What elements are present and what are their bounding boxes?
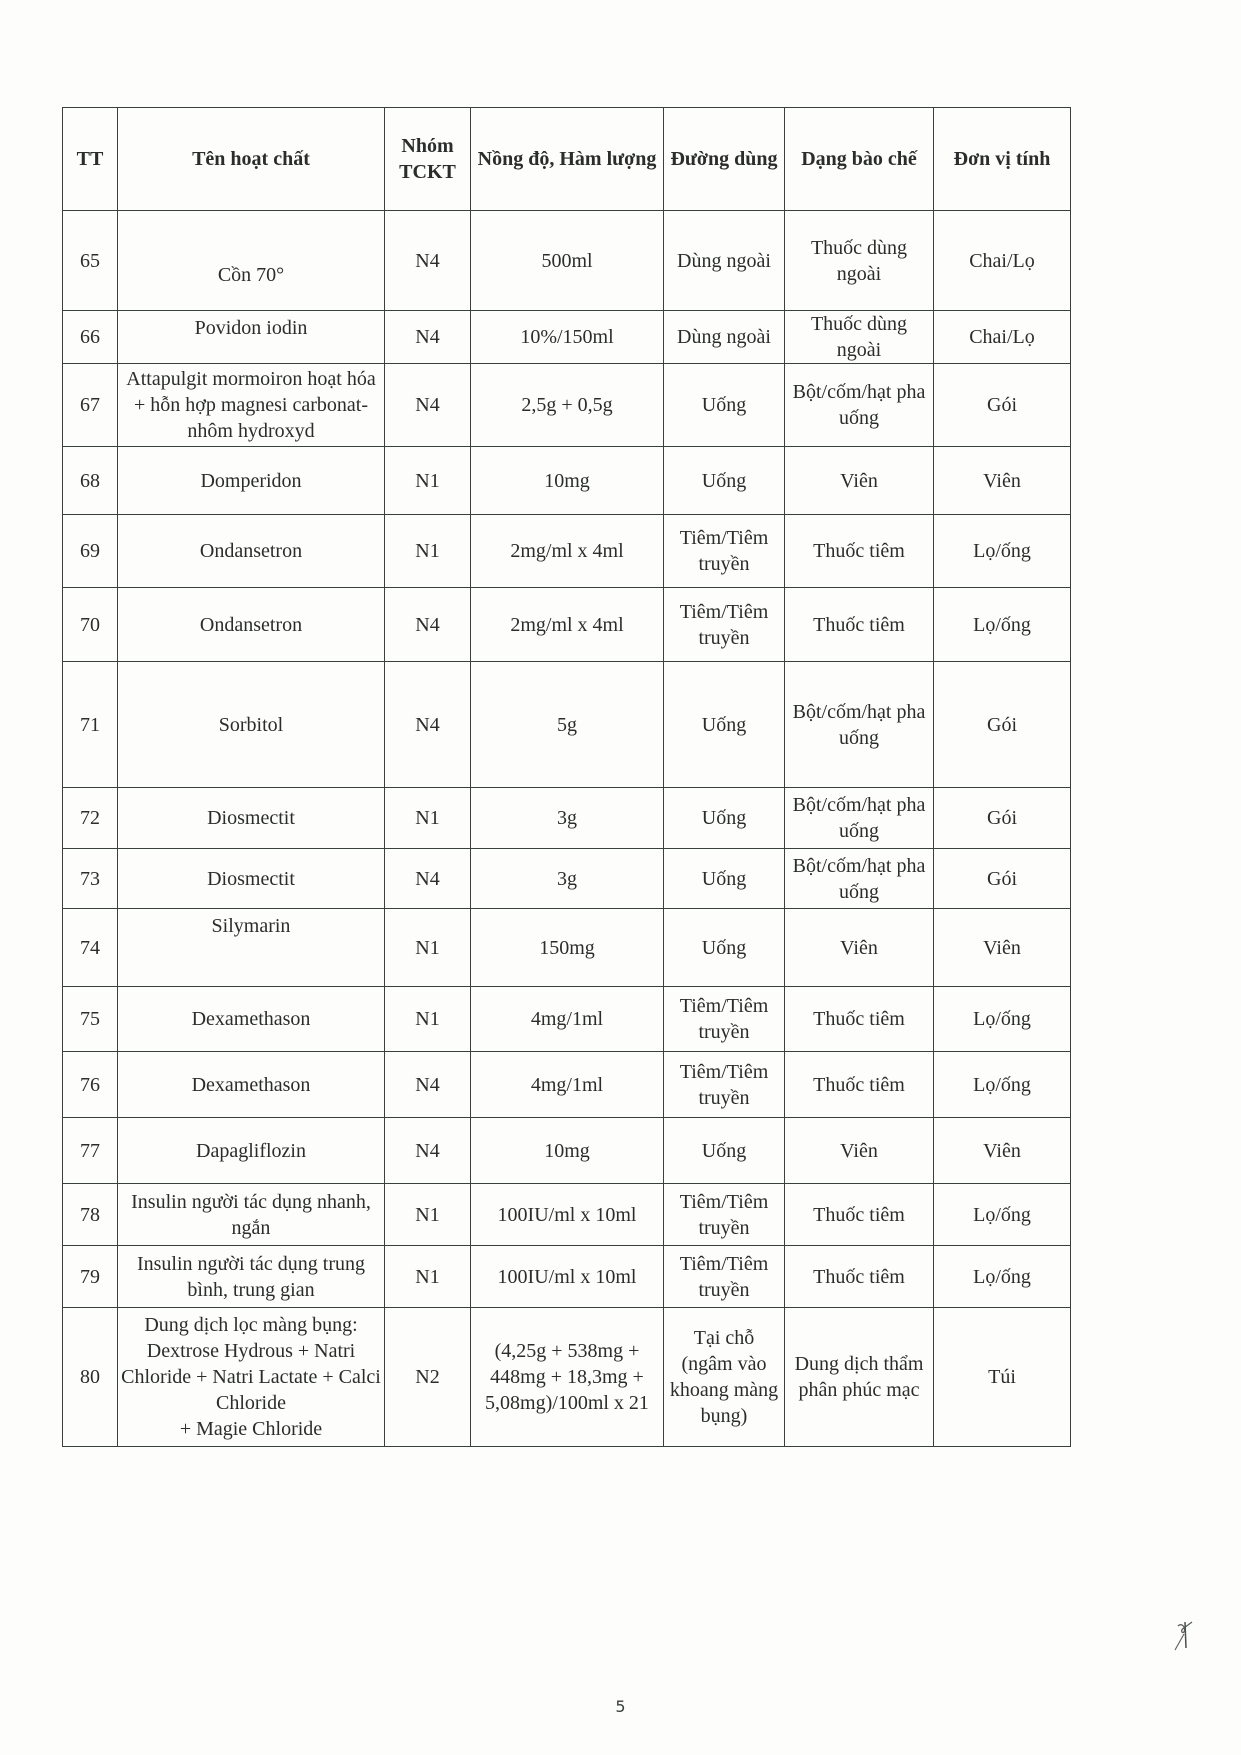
cell-strength: 5g	[471, 662, 664, 788]
cell-tckt-group: N4	[385, 311, 471, 364]
header-strength: Nồng độ, Hàm lượng	[471, 108, 664, 211]
cell-row-number: 74	[63, 909, 118, 987]
header-tckt-group: Nhóm TCKT	[385, 108, 471, 211]
cell-unit: Lọ/ống	[934, 1052, 1071, 1118]
cell-unit: Lọ/ống	[934, 1184, 1071, 1246]
cell-route: Tiêm/Tiêm truyền	[664, 987, 785, 1052]
cell-active-ingredient: Dung dịch lọc màng bụng: Dextrose Hydrous + Natri Chloride + Natri Lactate + Calci Chloride + Magie Chloride	[118, 1308, 385, 1447]
header-row	[63, 108, 1071, 211]
cell-route: Dùng ngoài	[664, 211, 785, 311]
table-row	[63, 1308, 1071, 1447]
cell-dosage-form: Thuốc tiêm	[785, 1246, 934, 1308]
table-row	[63, 364, 1071, 447]
cell-dosage-form: Bột/cốm/hạt pha uống	[785, 662, 934, 788]
cell-dosage-form: Thuốc dùng ngoài	[785, 311, 934, 364]
cell-tckt-group: N1	[385, 447, 471, 515]
cell-active-ingredient: Ondansetron	[118, 588, 385, 662]
table-row	[63, 788, 1071, 849]
cell-strength: 150mg	[471, 909, 664, 987]
table-row	[63, 1052, 1071, 1118]
cell-tckt-group: N2	[385, 1308, 471, 1447]
cell-dosage-form: Bột/cốm/hạt pha uống	[785, 788, 934, 849]
cell-active-ingredient: Povidon iodin	[118, 311, 385, 364]
cell-unit: Viên	[934, 1118, 1071, 1184]
table-row	[63, 909, 1071, 987]
cell-dosage-form: Thuốc tiêm	[785, 515, 934, 588]
cell-route: Dùng ngoài	[664, 311, 785, 364]
cell-active-ingredient: Diosmectit	[118, 788, 385, 849]
cell-tckt-group: N4	[385, 1052, 471, 1118]
cell-tckt-group: N4	[385, 211, 471, 311]
table-row	[63, 987, 1071, 1052]
cell-unit: Lọ/ống	[934, 1246, 1071, 1308]
cell-row-number: 77	[63, 1118, 118, 1184]
cell-strength: 4mg/1ml	[471, 1052, 664, 1118]
cell-row-number: 69	[63, 515, 118, 588]
cell-active-ingredient: Sorbitol	[118, 662, 385, 788]
cell-route: Tiêm/Tiêm truyền	[664, 588, 785, 662]
cell-unit: Viên	[934, 447, 1071, 515]
cell-tckt-group: N1	[385, 909, 471, 987]
cell-row-number: 65	[63, 211, 118, 311]
cell-route: Uống	[664, 1118, 785, 1184]
cell-row-number: 67	[63, 364, 118, 447]
cell-dosage-form: Thuốc tiêm	[785, 588, 934, 662]
cell-tckt-group: N4	[385, 849, 471, 909]
cell-route: Tiêm/Tiêm truyền	[664, 1052, 785, 1118]
table-row	[63, 211, 1071, 311]
cell-active-ingredient: Insulin người tác dụng nhanh, ngắn	[118, 1184, 385, 1246]
cell-tckt-group: N4	[385, 364, 471, 447]
cell-route: Uống	[664, 364, 785, 447]
cell-unit: Gói	[934, 662, 1071, 788]
cell-active-ingredient: Dexamethason	[118, 1052, 385, 1118]
cell-dosage-form: Thuốc dùng ngoài	[785, 211, 934, 311]
cell-unit: Lọ/ống	[934, 987, 1071, 1052]
header-route: Đường dùng	[664, 108, 785, 211]
table-row	[63, 311, 1071, 364]
cell-strength: (4,25g + 538mg + 448mg + 18,3mg + 5,08mg)/100ml x 21	[471, 1308, 664, 1447]
cell-tckt-group: N1	[385, 788, 471, 849]
cell-unit: Gói	[934, 364, 1071, 447]
cell-strength: 100IU/ml x 10ml	[471, 1246, 664, 1308]
cell-route: Tiêm/Tiêm truyền	[664, 515, 785, 588]
header-active-ingredient: Tên hoạt chất	[118, 108, 385, 211]
table-row	[63, 849, 1071, 909]
cell-dosage-form: Thuốc tiêm	[785, 987, 934, 1052]
cell-tckt-group: N1	[385, 1184, 471, 1246]
table-row	[63, 1246, 1071, 1308]
cell-tckt-group: N1	[385, 515, 471, 588]
cell-route: Uống	[664, 909, 785, 987]
cell-dosage-form: Thuốc tiêm	[785, 1052, 934, 1118]
cell-strength: 2mg/ml x 4ml	[471, 515, 664, 588]
cell-tckt-group: N1	[385, 987, 471, 1052]
cell-row-number: 71	[63, 662, 118, 788]
cell-unit: Chai/Lọ	[934, 311, 1071, 364]
cell-strength: 2mg/ml x 4ml	[471, 588, 664, 662]
cell-active-ingredient: Silymarin	[118, 909, 385, 987]
cell-route: Uống	[664, 849, 785, 909]
cell-active-ingredient: Dapagliflozin	[118, 1118, 385, 1184]
cell-active-ingredient: Attapulgit mormoiron hoạt hóa + hỗn hợp magnesi carbonat- nhôm hydroxyd	[118, 364, 385, 447]
cell-unit: Lọ/ống	[934, 515, 1071, 588]
cell-row-number: 78	[63, 1184, 118, 1246]
cell-tckt-group: N4	[385, 1118, 471, 1184]
cell-route: Uống	[664, 447, 785, 515]
cell-row-number: 68	[63, 447, 118, 515]
cell-strength: 2,5g + 0,5g	[471, 364, 664, 447]
table-row	[63, 515, 1071, 588]
cell-unit: Chai/Lọ	[934, 211, 1071, 311]
cell-tckt-group: N4	[385, 662, 471, 788]
cell-strength: 10mg	[471, 447, 664, 515]
cell-strength: 3g	[471, 788, 664, 849]
cell-row-number: 75	[63, 987, 118, 1052]
cell-unit: Gói	[934, 849, 1071, 909]
table-body	[63, 211, 1071, 1447]
cell-route: Tại chỗ (ngâm vào khoang màng bụng)	[664, 1308, 785, 1447]
cell-row-number: 79	[63, 1246, 118, 1308]
header-unit: Đơn vị tính	[934, 108, 1071, 211]
cell-route: Uống	[664, 788, 785, 849]
page-number: 5	[615, 1697, 626, 1716]
cell-route: Tiêm/Tiêm truyền	[664, 1184, 785, 1246]
table-row	[63, 588, 1071, 662]
cell-strength: 10mg	[471, 1118, 664, 1184]
cell-unit: Lọ/ống	[934, 588, 1071, 662]
table-row	[63, 447, 1071, 515]
cell-strength: 3g	[471, 849, 664, 909]
cell-dosage-form: Thuốc tiêm	[785, 1184, 934, 1246]
cell-active-ingredient: Diosmectit	[118, 849, 385, 909]
cell-dosage-form: Viên	[785, 1118, 934, 1184]
cell-row-number: 70	[63, 588, 118, 662]
cell-strength: 100IU/ml x 10ml	[471, 1184, 664, 1246]
cell-row-number: 72	[63, 788, 118, 849]
header-dosage-form: Dạng bào chế	[785, 108, 934, 211]
cell-dosage-form: Bột/cốm/hạt pha uống	[785, 364, 934, 447]
cell-strength: 500ml	[471, 211, 664, 311]
table-row	[63, 1184, 1071, 1246]
cell-row-number: 73	[63, 849, 118, 909]
handwritten-initials-icon	[1172, 1618, 1200, 1654]
cell-tckt-group: N4	[385, 588, 471, 662]
cell-dosage-form: Dung dịch thẩm phân phúc mạc	[785, 1308, 934, 1447]
cell-row-number: 66	[63, 311, 118, 364]
drug-list-table	[62, 107, 1071, 1447]
cell-active-ingredient: Dexamethason	[118, 987, 385, 1052]
cell-row-number: 76	[63, 1052, 118, 1118]
header-tt: TT	[63, 108, 118, 211]
table-header	[63, 108, 1071, 211]
cell-row-number: 80	[63, 1308, 118, 1447]
cell-unit: Viên	[934, 909, 1071, 987]
cell-unit: Túi	[934, 1308, 1071, 1447]
cell-active-ingredient: Domperidon	[118, 447, 385, 515]
cell-active-ingredient: Cồn 70°	[118, 211, 385, 311]
cell-strength: 4mg/1ml	[471, 987, 664, 1052]
cell-route: Uống	[664, 662, 785, 788]
cell-tckt-group: N1	[385, 1246, 471, 1308]
cell-dosage-form: Viên	[785, 909, 934, 987]
table-row	[63, 1118, 1071, 1184]
cell-dosage-form: Viên	[785, 447, 934, 515]
cell-dosage-form: Bột/cốm/hạt pha uống	[785, 849, 934, 909]
cell-unit: Gói	[934, 788, 1071, 849]
table-row	[63, 662, 1071, 788]
cell-active-ingredient: Insulin người tác dụng trung bình, trung gian	[118, 1246, 385, 1308]
cell-route: Tiêm/Tiêm truyền	[664, 1246, 785, 1308]
cell-strength: 10%/150ml	[471, 311, 664, 364]
cell-active-ingredient: Ondansetron	[118, 515, 385, 588]
